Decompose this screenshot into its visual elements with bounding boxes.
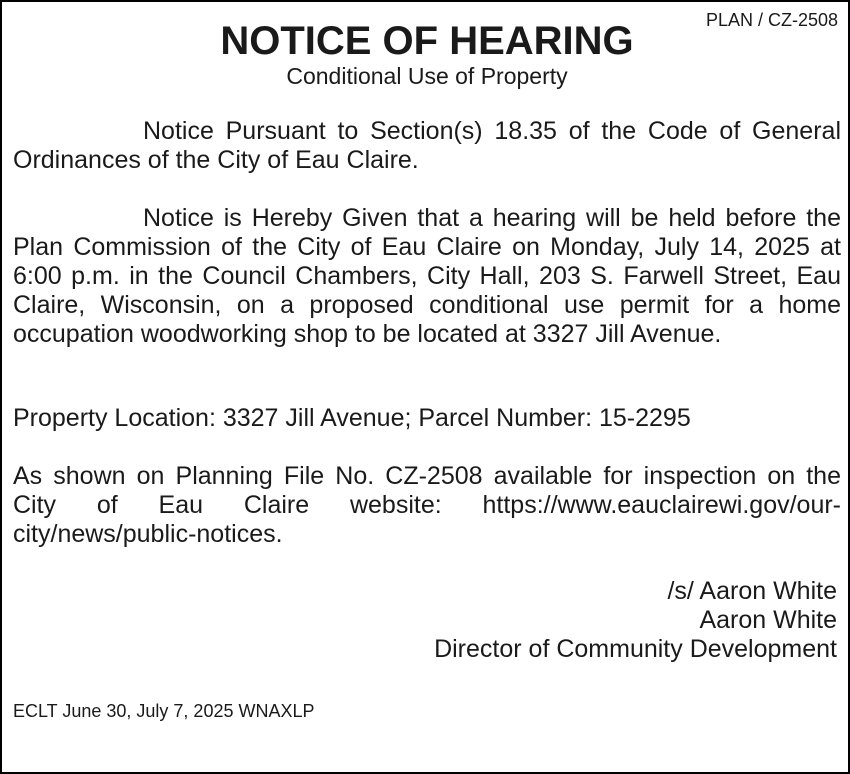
ordinance-paragraph: Notice Pursuant to Section(s) 18.35 of the Code of General Ordinances of the City of Eau Claire. (13, 117, 841, 174)
file-code: PLAN / CZ-2508 (705, 10, 838, 30)
notice-subtitle: Conditional Use of Property (286, 63, 568, 89)
signature-block (434, 577, 837, 664)
hearing-paragraph: Notice is Hereby Given that a hearing will be held before the Plan Commission of the City of Eau Claire on Monday, July 14, 2025 at 6:00 p.m. in the Council Chambers, City Hall, 203 S. Farwell Street, Eau Claire, Wisconsin, on a proposed conditional use permit for a home occupation woodworking shop to be located at 3327 Jill Avenue. (13, 204, 841, 348)
notice-title: NOTICE OF HEARING (220, 19, 634, 63)
signer-name: Aaron White (699, 606, 837, 634)
signature-line: /s/ Aaron White (667, 577, 837, 605)
property-location: Property Location: 3327 Jill Avenue; Parcel Number: 15-2295 (13, 404, 691, 432)
publication-footer: ECLT June 30, July 7, 2025 WNAXLP (13, 701, 315, 721)
planning-file-paragraph: As shown on Planning File No. CZ-2508 available for inspection on the City of Eau Claire website: https://www.eauclairewi.gov/our-city/news/public-notices. (13, 462, 841, 548)
signer-title: Director of Community Development (434, 635, 837, 663)
